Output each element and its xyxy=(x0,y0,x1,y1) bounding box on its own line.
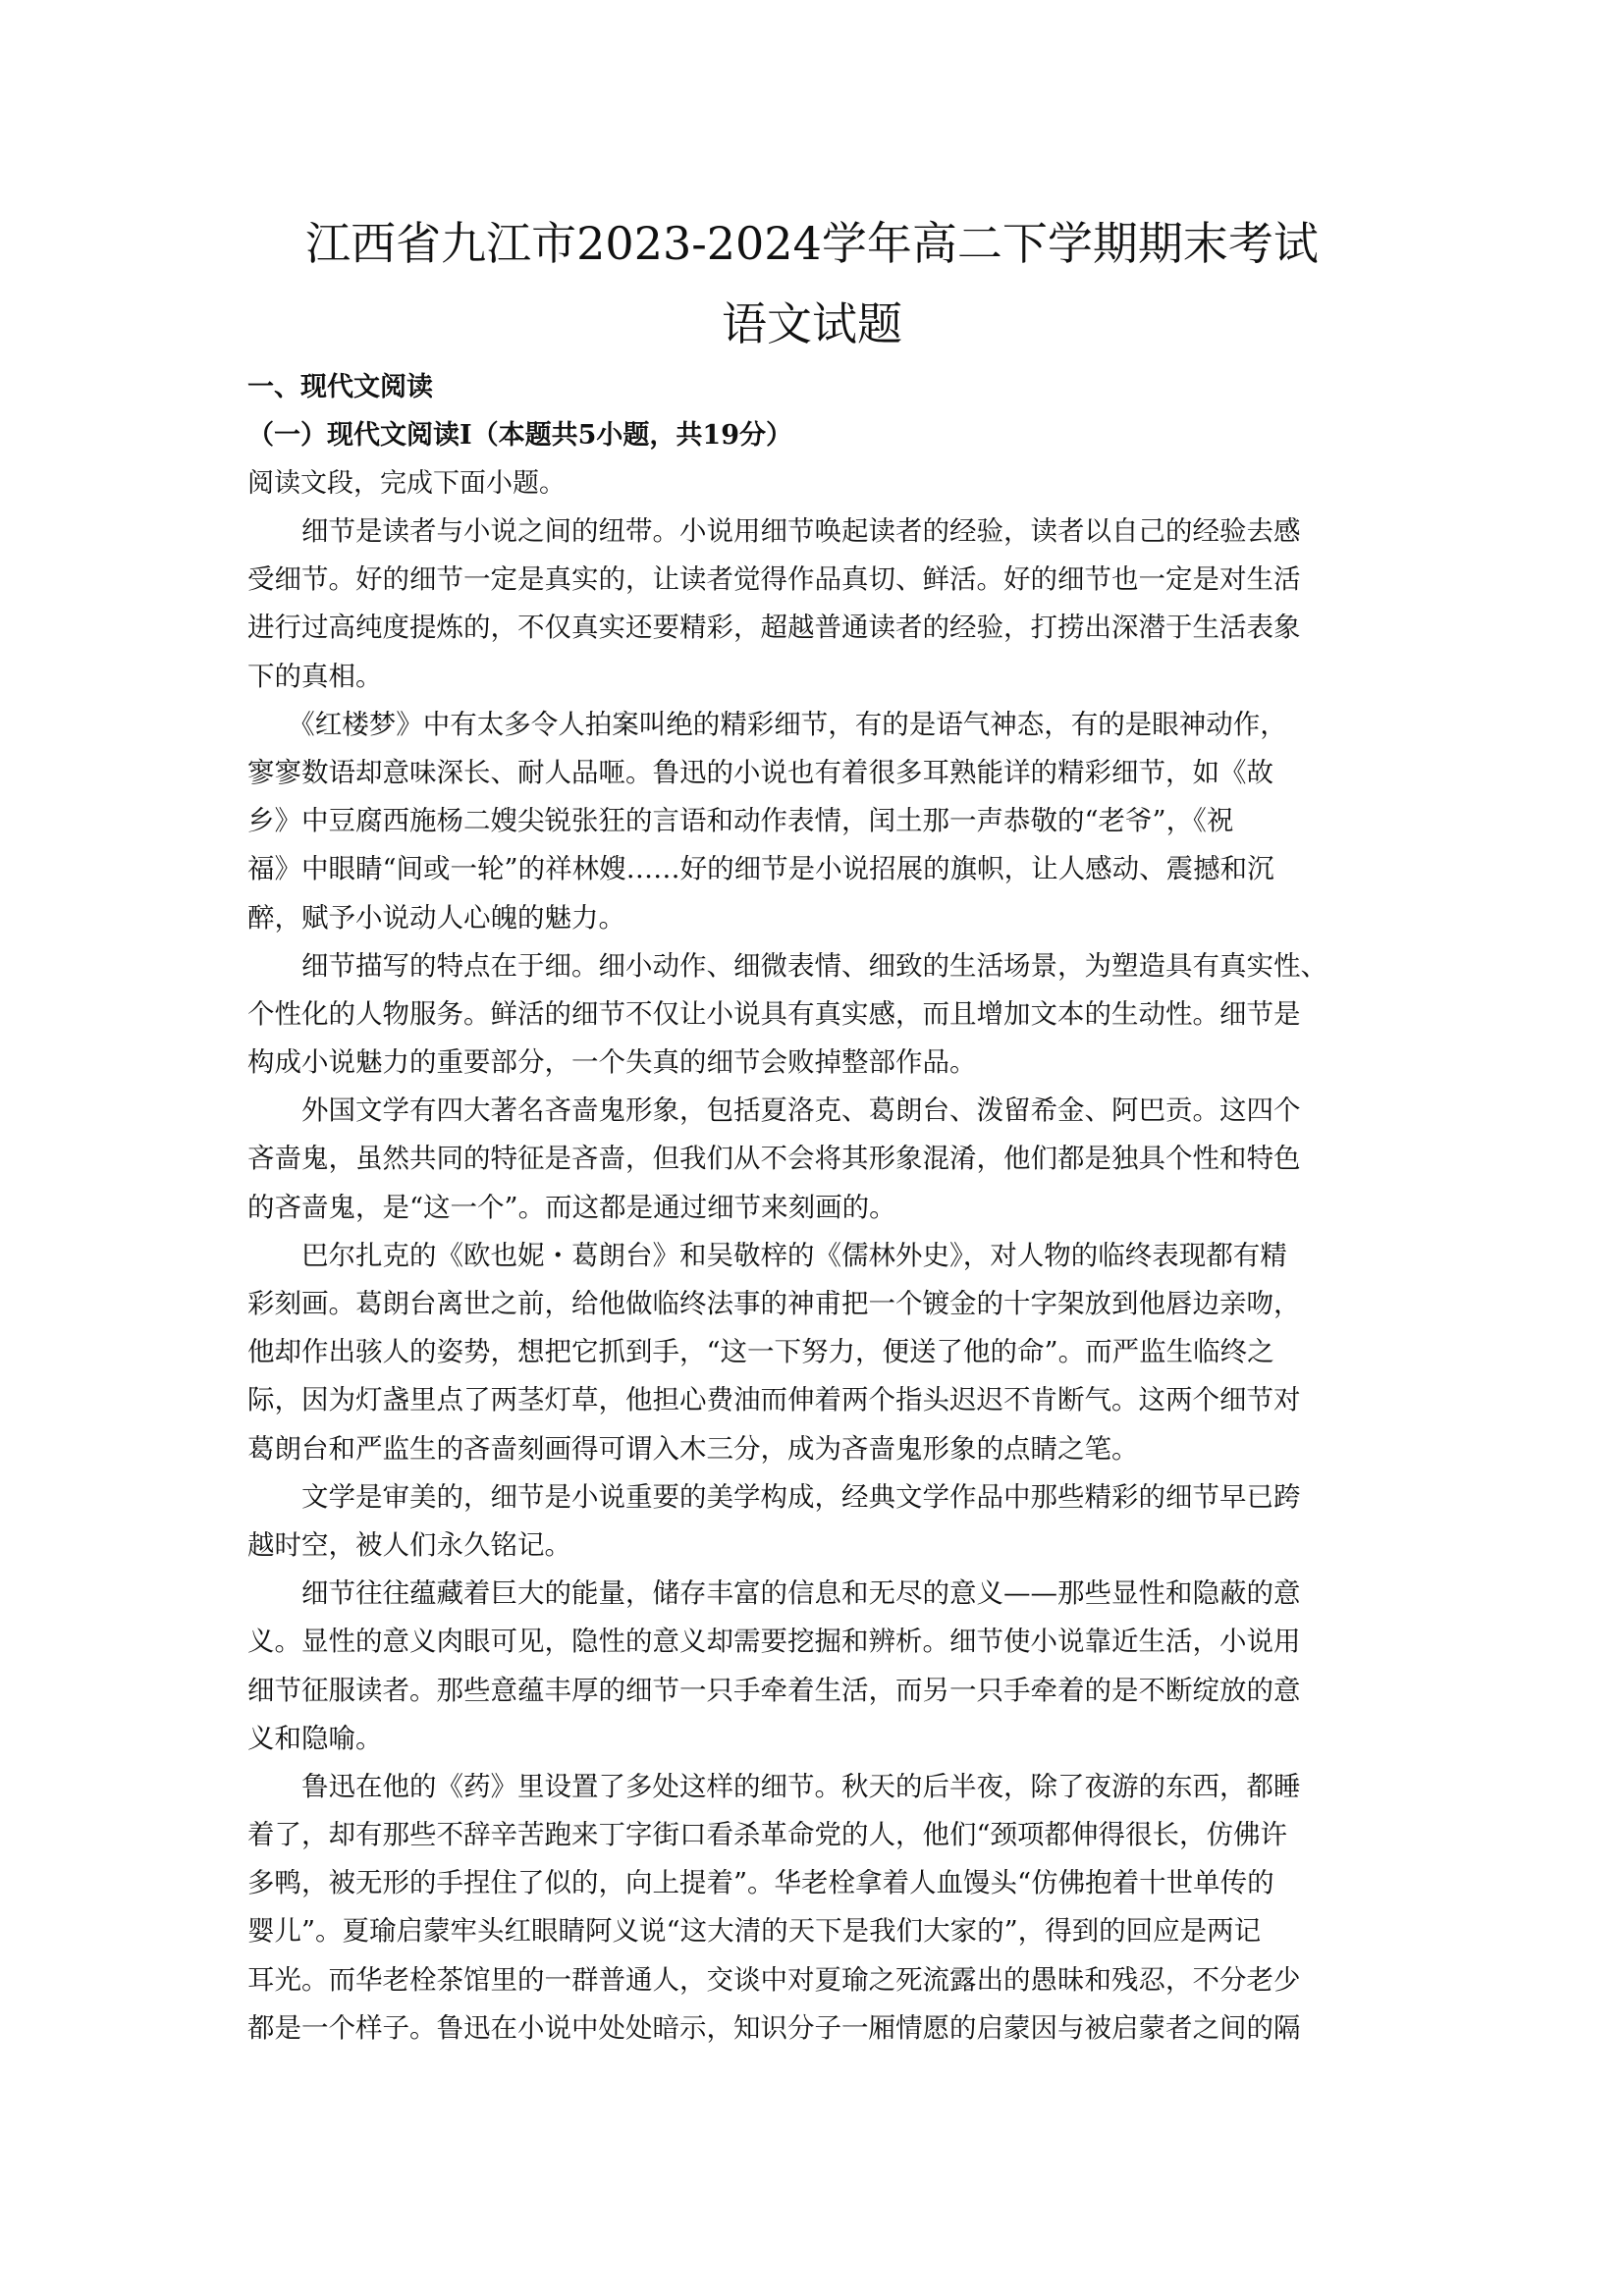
passage-line: 醉，赋予小说动人心魄的魅力。 xyxy=(247,901,625,934)
subsection-heading: （一）现代文阅读Ⅰ（本题共5小题，共19分） xyxy=(247,420,792,451)
passage-line: 下的真相。 xyxy=(247,660,383,692)
passage-line: 耳光。而华老栓茶馆里的一群普通人，交谈中对夏瑜之死流露出的愚昧和残忍，不分老少 xyxy=(247,1963,1301,1996)
passage-line: 细节征服读者。那些意蕴丰厚的细节一只手牵着生活，而另一只手牵着的是不断绽放的意 xyxy=(247,1674,1301,1706)
passage-line: 文学是审美的，细节是小说重要的美学构成，经典文学作品中那些精彩的细节早已跨 xyxy=(247,1480,1301,1513)
passage-paragraph xyxy=(247,701,1377,942)
passage-line: 彩刻画。葛朗台离世之前，给他做临终法事的神甫把一个镀金的十字架放到他唇边亲吻， xyxy=(247,1288,1301,1319)
passage-paragraph xyxy=(247,1087,1377,1232)
passage-line: 义和隐喻。 xyxy=(247,1722,383,1754)
passage-line: 寥寥数语却意味深长、耐人品咂。鲁迅的小说也有着很多耳熟能详的精彩细节，如《故 xyxy=(247,756,1273,788)
passage-paragraph xyxy=(247,1232,1377,1473)
passage-line: 《红楼梦》中有太多令人拍案叫绝的精彩细节，有的是语气神态，有的是眼神动作， xyxy=(247,708,1287,740)
passage-paragraph xyxy=(247,942,1377,1088)
passage-line: 进行过高纯度提炼的，不仅真实还要精彩，超越普通读者的经验，打捞出深潜于生活表象 xyxy=(247,612,1301,644)
passage-line: 越时空，被人们永久铭记。 xyxy=(247,1528,571,1561)
passage-line: 的吝啬鬼，是“这一个”。而这都是通过细节来刻画的。 xyxy=(247,1191,896,1223)
passage-line: 都是一个样子。鲁迅在小说中处处暗示，知识分子一厢情愿的启蒙因与被启蒙者之间的隔 xyxy=(247,2011,1301,2044)
passage-line: 婴儿”。夏瑜启蒙牢头红眼睛阿义说“这大清的天下是我们大家的”，得到的回应是两记 xyxy=(247,1915,1262,1948)
passage-line: 吝啬鬼，虽然共同的特征是吝啬，但我们从不会将其形象混淆，他们都是独具个性和特色 xyxy=(247,1143,1301,1175)
passage-paragraph xyxy=(247,1473,1377,1570)
passage-paragraph xyxy=(247,1570,1377,1763)
passage-line: 葛朗台和严监生的吝啬刻画得可谓入木三分，成为吝啬鬼形象的点睛之笔。 xyxy=(247,1432,1139,1465)
reading-instruction: 阅读文段，完成下面小题。 xyxy=(247,468,566,499)
exam-title: 江西省九江市2023-2024学年高二下学期期末考试 xyxy=(305,217,1319,270)
passage-line: 外国文学有四大著名吝啬鬼形象，包括夏洛克、葛朗台、泼留希金、阿巴贡。这四个 xyxy=(247,1095,1301,1127)
passage-line: 鲁迅在他的《药》里设置了多处这样的细节。秋天的后半夜，除了夜游的东西，都睡 xyxy=(247,1770,1301,1802)
exam-subject-title: 语文试题 xyxy=(722,297,902,350)
passage-paragraph xyxy=(247,507,1377,701)
passage-line: 个性化的人物服务。鲜活的细节不仅让小说具有真实感，而且增加文本的生动性。细节是 xyxy=(247,997,1301,1030)
passage-line: 细节往往蕴藏着巨大的能量，储存丰富的信息和无尽的意义——那些显性和隐蔽的意 xyxy=(247,1577,1301,1610)
passage-line: 巴尔扎克的《欧也妮・葛朗台》和吴敬梓的《儒林外史》，对人物的临终表现都有精 xyxy=(247,1239,1287,1271)
passage-line: 着了，却有那些不辞辛苦跑来丁字街口看杀革命党的人，他们“颈项都伸得很长，仿佛许 xyxy=(247,1819,1288,1851)
passage-line: 乡》中豆腐西施杨二嫂尖锐张狂的言语和动作表情，闰土那一声恭敬的“老爷”，《祝 xyxy=(247,805,1234,837)
section-heading: 一、现代文阅读 xyxy=(247,372,433,402)
passage-line: 细节描写的特点在于细。细小动作、细微表情、细致的生活场景，为塑造具有真实性、 xyxy=(247,949,1327,982)
passage-line: 细节是读者与小说之间的纽带。小说用细节唤起读者的经验，读者以自己的经验去感 xyxy=(247,515,1301,547)
passage-line: 义。显性的意义肉眼可见，隐性的意义却需要挖掘和辨析。细节使小说靠近生活，小说用 xyxy=(247,1626,1301,1658)
passage-line: 构成小说魅力的重要部分，一个失真的细节会败掉整部作品。 xyxy=(247,1046,977,1079)
passage-paragraph xyxy=(247,1763,1377,2053)
passage-line: 他却作出骇人的姿势，想把它抓到手，“这一下努力，便送了他的命”。而严监生临终之 xyxy=(247,1336,1274,1368)
passage-line: 福》中眼睛“间或一轮”的祥林嫂……好的细节是小说招展的旗帜，让人感动、震撼和沉 xyxy=(247,853,1274,885)
exam-content xyxy=(247,363,1377,2053)
reading-passage xyxy=(247,507,1377,2053)
passage-line: 受细节。好的细节一定是真实的，让读者觉得作品真切、鲜活。好的细节也一定是对生活 xyxy=(247,563,1301,596)
passage-line: 际，因为灯盏里点了两茎灯草，他担心费油而伸着两个指头迟迟不肯断气。这两个细节对 xyxy=(247,1384,1301,1416)
passage-line: 多鸭，被无形的手捏住了似的，向上提着”。华老栓拿着人血馒头“仿佛抱着十世单传的 xyxy=(247,1867,1274,1899)
